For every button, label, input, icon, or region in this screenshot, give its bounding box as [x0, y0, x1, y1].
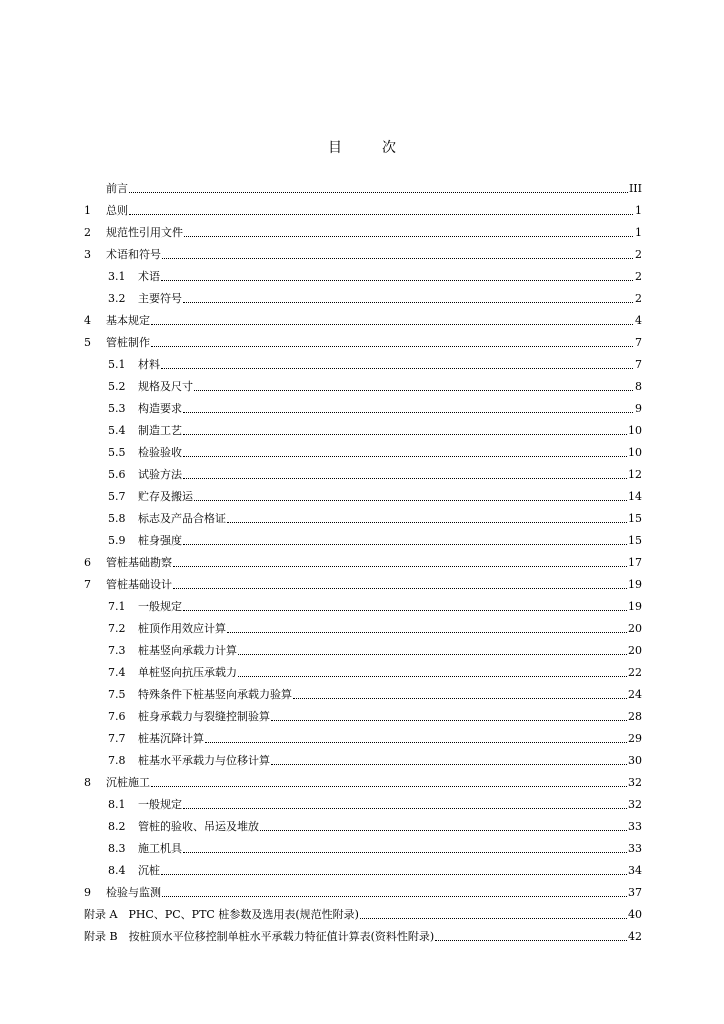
toc-page-number: 15: [628, 512, 642, 525]
dot-leader: [183, 610, 627, 611]
dot-leader: [129, 192, 628, 193]
toc-subentry[interactable]: [84, 640, 642, 662]
toc-subentry[interactable]: [84, 266, 642, 288]
toc-subentry[interactable]: [84, 662, 642, 684]
toc-subentry[interactable]: [84, 706, 642, 728]
toc-subentry[interactable]: [84, 750, 642, 772]
toc-page-number: 40: [628, 908, 642, 921]
toc-page-number: 29: [628, 732, 642, 745]
toc-entry-number: 5.1: [108, 358, 126, 371]
toc-entry-number: 3.2: [108, 292, 126, 305]
dot-leader: [293, 698, 627, 699]
toc-entry-number: 8.1: [108, 798, 126, 811]
dot-leader: [162, 258, 633, 259]
dot-leader: [162, 896, 627, 897]
dot-leader: [151, 346, 633, 347]
toc-page-number: 10: [628, 424, 642, 437]
dot-leader: [238, 676, 627, 677]
toc-page-number: 24: [628, 688, 642, 701]
toc-page-number: 2: [635, 270, 642, 283]
toc-entry-label: 管桩基础设计: [106, 578, 172, 591]
dot-leader: [161, 368, 633, 369]
dot-leader: [227, 632, 627, 633]
toc-entry-label: 试验方法: [138, 468, 182, 481]
toc-entry-label: 规格及尺寸: [138, 380, 193, 393]
toc-page-number: 15: [628, 534, 642, 547]
toc-page-number: 1: [635, 204, 642, 217]
toc-entry-number: 5.2: [108, 380, 126, 393]
table-of-contents: [84, 178, 642, 948]
toc-entry-number: 9: [84, 886, 91, 899]
toc-entry-number: 5.3: [108, 402, 126, 415]
toc-page-number: 33: [628, 820, 642, 833]
toc-entry-number: 7.8: [108, 754, 126, 767]
dot-leader: [360, 918, 627, 919]
toc-entry-number: 8.3: [108, 842, 126, 855]
toc-entry-label: 制造工艺: [138, 424, 182, 437]
toc-page-number: 17: [628, 556, 642, 569]
toc-entry-number: 2: [84, 226, 91, 239]
toc-entry-number: 7.3: [108, 644, 126, 657]
dot-leader: [161, 280, 633, 281]
dot-leader: [271, 720, 627, 721]
toc-entry-label: 主要符号: [138, 292, 182, 305]
dot-leader: [183, 852, 627, 853]
toc-entry-number: 3.1: [108, 270, 126, 283]
toc-entry-number: 5.4: [108, 424, 126, 437]
toc-subentry[interactable]: [84, 442, 642, 464]
dot-leader: [205, 742, 627, 743]
toc-subentry[interactable]: [84, 596, 642, 618]
toc-page-number: 34: [628, 864, 642, 877]
dot-leader: [435, 940, 627, 941]
toc-entry-label: 桩身强度: [138, 534, 182, 547]
title-char-right: 次: [382, 140, 396, 156]
toc-entry-label: 沉桩施工: [106, 776, 150, 789]
toc-entry-label: 桩基水平承载力与位移计算: [138, 754, 270, 767]
toc-entry-number: 6: [84, 556, 91, 569]
toc-page-number: 42: [628, 930, 642, 943]
toc-entry-label: 特殊条件下桩基竖向承载力验算: [138, 688, 292, 701]
toc-entry-number: 8.2: [108, 820, 126, 833]
toc-entry-label: 材料: [138, 358, 160, 371]
toc-entry[interactable]: [84, 772, 642, 794]
toc-subentry[interactable]: [84, 794, 642, 816]
dot-leader: [194, 500, 627, 501]
toc-page-number: 20: [628, 622, 642, 635]
toc-page-number: 37: [628, 886, 642, 899]
toc-entry-number: 5.6: [108, 468, 126, 481]
toc-entry-label: 管桩制作: [106, 336, 150, 349]
toc-page-number: 1: [635, 226, 642, 239]
toc-page-number: 14: [628, 490, 642, 503]
dot-leader: [151, 786, 627, 787]
dot-leader: [194, 390, 633, 391]
toc-entry-label: 一般规定: [138, 798, 182, 811]
toc-subentry[interactable]: [84, 464, 642, 486]
page-title: [0, 137, 724, 157]
toc-entry-number: 3: [84, 248, 91, 261]
toc-entry-number: 7.6: [108, 710, 126, 723]
toc-subentry[interactable]: [84, 376, 642, 398]
toc-subentry[interactable]: [84, 838, 642, 860]
toc-entry-number: 4: [84, 314, 91, 327]
toc-page-number: 32: [628, 798, 642, 811]
toc-page-number: 20: [628, 644, 642, 657]
toc-subentry[interactable]: [84, 728, 642, 750]
dot-leader: [271, 764, 627, 765]
toc-entry-label: 一般规定: [138, 600, 182, 613]
toc-entry-label: 检验与监测: [106, 886, 161, 899]
toc-entry[interactable]: [84, 574, 642, 596]
toc-entry[interactable]: [84, 178, 642, 200]
toc-page-number: III: [628, 182, 642, 195]
toc-entry-label: 桩基竖向承载力计算: [138, 644, 237, 657]
dot-leader: [238, 654, 627, 655]
toc-entry-label: 桩身承载力与裂缝控制验算: [138, 710, 270, 723]
toc-page-number: 2: [635, 292, 642, 305]
toc-entry-label: 沉桩: [138, 864, 160, 877]
dot-leader: [227, 522, 627, 523]
dot-leader: [161, 874, 627, 875]
toc-entry-number: 1: [84, 204, 91, 217]
toc-entry-number: 7.7: [108, 732, 126, 745]
dot-leader: [129, 214, 633, 215]
toc-entry-number: 5: [84, 336, 91, 349]
toc-page-number: 32: [628, 776, 642, 789]
toc-entry-number: 8: [84, 776, 91, 789]
toc-entry-number: 7.4: [108, 666, 126, 679]
toc-page-number: 10: [628, 446, 642, 459]
toc-entry-label: 总则: [106, 204, 128, 217]
dot-leader: [184, 236, 633, 237]
toc-page-number: 4: [635, 314, 642, 327]
toc-subentry[interactable]: [84, 354, 642, 376]
dot-leader: [183, 544, 627, 545]
toc-entry-number: 8.4: [108, 864, 126, 877]
dot-leader: [173, 566, 627, 567]
dot-leader: [183, 478, 627, 479]
toc-entry[interactable]: [84, 244, 642, 266]
toc-page-number: 7: [635, 358, 642, 371]
toc-entry-label: 单桩竖向抗压承载力: [138, 666, 237, 679]
toc-subentry[interactable]: [84, 398, 642, 420]
toc-entry[interactable]: [84, 882, 642, 904]
toc-appendix-entry[interactable]: [84, 926, 642, 948]
toc-page-number: 12: [628, 468, 642, 481]
toc-entry-label: 术语: [138, 270, 160, 283]
toc-entry[interactable]: [84, 310, 642, 332]
toc-entry-label: 规范性引用文件: [106, 226, 183, 239]
toc-subentry[interactable]: [84, 816, 642, 838]
dot-leader: [183, 808, 627, 809]
toc-subentry[interactable]: [84, 288, 642, 310]
toc-entry-label: 标志及产品合格证: [138, 512, 226, 525]
toc-entry-label: 附录 B 按桩顶水平位移控制单桩水平承载力特征值计算表(资料性附录): [84, 930, 435, 943]
toc-entry[interactable]: [84, 332, 642, 354]
toc-entry-number: 5.7: [108, 490, 126, 503]
title-char-left: 目: [328, 140, 342, 156]
toc-page-number: 9: [635, 402, 642, 415]
toc-subentry[interactable]: [84, 486, 642, 508]
toc-entry-label: 管桩基础勘察: [106, 556, 172, 569]
toc-page-number: 8: [635, 380, 642, 393]
toc-entry-label: 构造要求: [138, 402, 182, 415]
toc-entry-number: 7.5: [108, 688, 126, 701]
toc-entry-number: 5.8: [108, 512, 126, 525]
toc-page-number: 22: [628, 666, 642, 679]
toc-page-number: 19: [628, 578, 642, 591]
toc-entry-label: 附录 A PHC、PC、PTC 桩参数及选用表(规范性附录): [84, 908, 359, 921]
toc-appendix-entry[interactable]: [84, 904, 642, 926]
toc-page-number: 28: [628, 710, 642, 723]
toc-entry-label: 桩基沉降计算: [138, 732, 204, 745]
toc-entry-label: 术语和符号: [106, 248, 161, 261]
toc-entry[interactable]: [84, 552, 642, 574]
toc-subentry[interactable]: [84, 618, 642, 640]
dot-leader: [260, 830, 627, 831]
toc-entry-label: 桩顶作用效应计算: [138, 622, 226, 635]
toc-page-number: 7: [635, 336, 642, 349]
toc-entry-number: 5.9: [108, 534, 126, 547]
toc-page-number: 19: [628, 600, 642, 613]
dot-leader: [183, 456, 627, 457]
toc-subentry[interactable]: [84, 508, 642, 530]
toc-entry[interactable]: [84, 200, 642, 222]
toc-entry-number: 7: [84, 578, 91, 591]
dot-leader: [183, 434, 627, 435]
toc-subentry[interactable]: [84, 684, 642, 706]
toc-entry-number: 7.2: [108, 622, 126, 635]
dot-leader: [151, 324, 633, 325]
dot-leader: [183, 412, 633, 413]
toc-subentry[interactable]: [84, 860, 642, 882]
toc-entry-label: 检验验收: [138, 446, 182, 459]
toc-page-number: 33: [628, 842, 642, 855]
toc-entry[interactable]: [84, 222, 642, 244]
toc-entry-label: 施工机具: [138, 842, 182, 855]
dot-leader: [173, 588, 627, 589]
toc-entry-number: 7.1: [108, 600, 126, 613]
toc-entry-number: 5.5: [108, 446, 126, 459]
toc-page-number: 30: [628, 754, 642, 767]
toc-entry-label: 贮存及搬运: [138, 490, 193, 503]
toc-page-number: 2: [635, 248, 642, 261]
toc-subentry[interactable]: [84, 530, 642, 552]
toc-entry-label: 前言: [106, 182, 128, 195]
toc-entry-label: 管桩的验收、吊运及堆放: [138, 820, 259, 833]
dot-leader: [183, 302, 633, 303]
toc-entry-label: 基本规定: [106, 314, 150, 327]
toc-subentry[interactable]: [84, 420, 642, 442]
